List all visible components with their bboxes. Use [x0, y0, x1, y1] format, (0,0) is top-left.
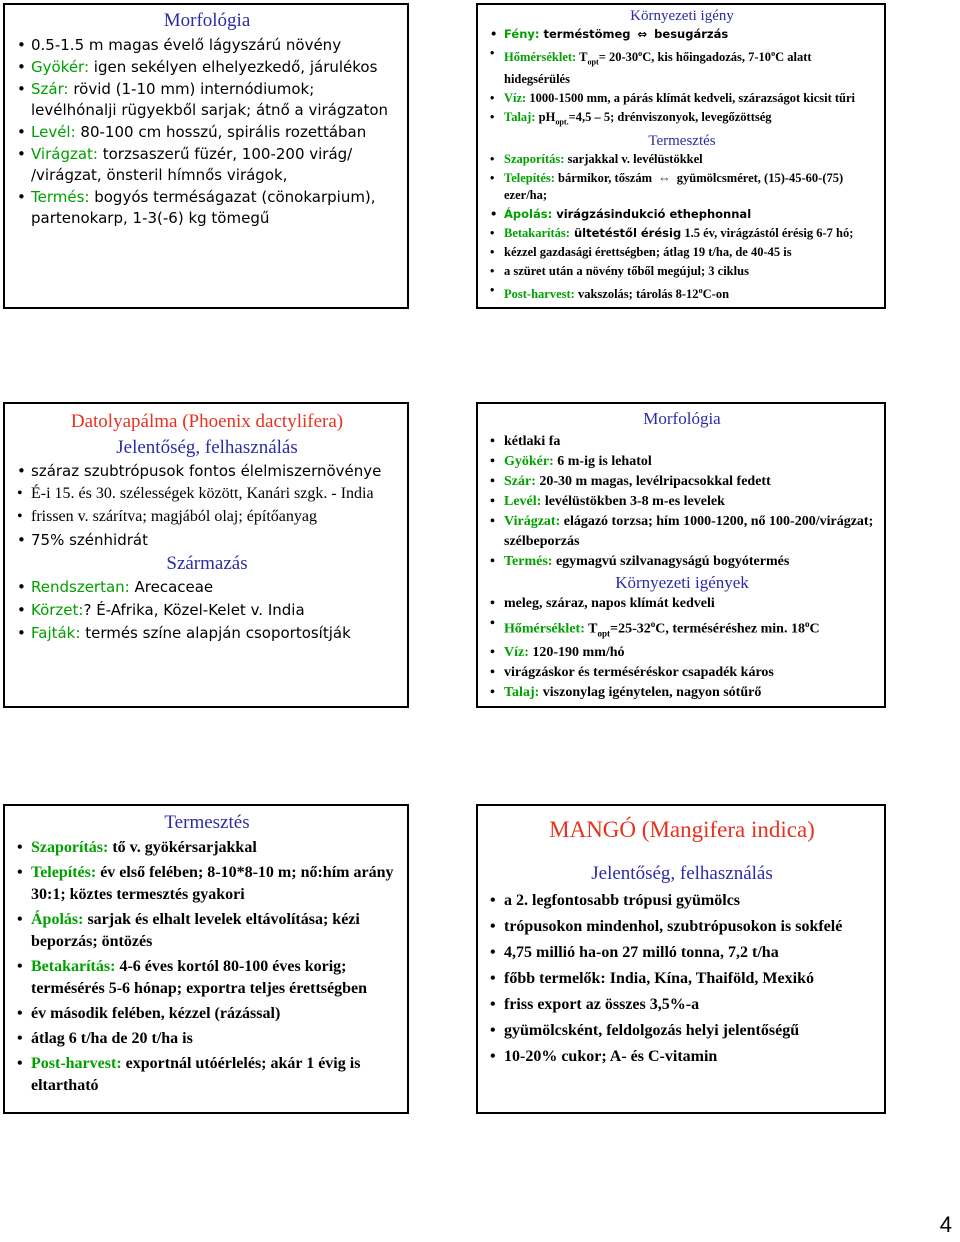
slide-title: Morfológia	[163, 10, 251, 31]
item-text: 75% szénhidrát	[31, 531, 148, 549]
list-item	[490, 916, 874, 938]
list-item	[490, 263, 874, 280]
list-item	[490, 45, 874, 88]
bullet-list	[490, 432, 874, 572]
item-label: Levél:	[504, 494, 542, 509]
section-title: Termesztés	[648, 133, 716, 150]
item-text: 80-100 cm hosszú, spirális rozettában	[75, 123, 367, 141]
item-label: Víz:	[504, 90, 527, 105]
item-text: kézzel gazdasági érettségben; átlag 19 t/ha, de 40-45 is	[504, 245, 792, 260]
item-text: ? É-Afrika, Közel-Kelet v. India	[83, 601, 305, 619]
item-label: Körzet:	[31, 601, 84, 619]
list-item	[17, 35, 397, 56]
list-item	[17, 599, 397, 621]
list-item	[490, 663, 874, 683]
item-label: Hőmérséklet:	[504, 621, 585, 637]
list-item	[490, 452, 874, 472]
item-text: friss export az összes 3,5%-a	[504, 996, 700, 1013]
item-label: Szaporítás:	[31, 839, 109, 856]
item-text: levélüstökben 3-8 m-es levelek	[541, 494, 725, 509]
list-item	[490, 492, 874, 512]
list-item	[17, 483, 397, 505]
list-item	[490, 151, 874, 168]
item-label: Gyökér:	[31, 58, 90, 76]
item-text: torzsaszerű füzér, 100-200 virág/ /virágzat, önsteril hímnős virágok,	[31, 145, 353, 184]
item-text: terméstömeg	[539, 27, 631, 41]
section-title: Környezeti igények	[615, 573, 749, 592]
bullet-list	[17, 35, 397, 229]
item-text: bármikor, tőszám	[554, 171, 653, 186]
item-text: virágzáskor és terméséréskor csapadék káros	[504, 665, 774, 681]
item-text: gyümölcsként, feldolgozás helyi jelentőségű	[504, 1022, 800, 1039]
subscript: opt.	[555, 117, 569, 127]
item-text: frissen v. szárítva; magjából olaj; építőanyag	[31, 508, 317, 525]
bullet-list	[490, 890, 874, 1068]
section-title: Jelentőség, felhasználás	[591, 863, 773, 884]
item-text: 10-20% cukor; A- és C-vitamin	[504, 1048, 718, 1065]
item-label: Telepítés:	[31, 864, 97, 881]
section-title: Jelentőség, felhasználás	[116, 437, 298, 458]
item-text: exportnál utóérlelés; akár 1 évig is eltartható	[31, 1055, 361, 1094]
item-text: 1000-1500 mm, a párás klímát kedveli, szárazságot kicsit tűri	[526, 90, 856, 105]
list-item	[17, 506, 397, 528]
item-text: egymagvú szilvanagyságú bogyótermés	[552, 554, 790, 569]
item-text: É-i 15. és 30. szélességek között, Kanári szgk. - India	[31, 485, 374, 502]
slide-title: MANGÓ (Mangifera indica)	[549, 817, 815, 842]
item-text: év első felében; 8-10*8-10 m; nő:hím arány 30:1; köztes termesztés gyakori	[31, 864, 394, 903]
slide-title: Datolyapálma (Phoenix dactylifera)	[70, 411, 344, 432]
item-text: virágzásindukció ethephonnal	[552, 207, 752, 222]
item-text: Arecaceae	[129, 578, 214, 596]
list-item	[490, 206, 874, 223]
item-label: Ápolás:	[31, 911, 84, 928]
bullet-list	[490, 26, 874, 130]
page-number: 4	[939, 1212, 952, 1237]
slide-mango	[476, 804, 886, 1114]
item-label: Levél:	[31, 123, 76, 141]
item-text: átlag 6 t/ha de 20 t/ha is	[31, 1030, 193, 1047]
slide-title: Morfológia	[643, 409, 721, 428]
list-item	[17, 862, 397, 906]
item-text: gyümölcsméret, (15)-45-60-(75) ezer/ha;	[504, 171, 844, 203]
list-item	[490, 614, 874, 643]
item-text: 4-6 éves kortól 80-100 éves korig; termésérés 5-6 hónap; exportra teljes érettségben	[31, 958, 368, 997]
item-text: meleg, száraz, napos klímát kedveli	[504, 596, 715, 611]
item-label: Betakarítás:	[31, 958, 116, 975]
list-item	[490, 512, 874, 552]
list-item	[490, 432, 874, 452]
bullet-list	[17, 576, 397, 644]
bullet-list	[490, 594, 874, 703]
item-text: C, terméséréshez min. 18	[655, 621, 805, 637]
item-text: rövid (1-10 mm) internódiumok; levélhónalji rügyekből sarjak; átnő a virágzaton	[31, 80, 389, 119]
item-text: tő v. gyökérsarjakkal	[108, 839, 257, 856]
slide-title: Termesztés	[164, 812, 250, 833]
bullet-list	[17, 460, 397, 551]
list-item	[17, 79, 397, 121]
item-text: =25-32	[610, 621, 651, 637]
item-text: sarjakkal v. levélüstökkel	[564, 152, 703, 167]
list-item	[17, 57, 397, 78]
superscript: o	[804, 619, 810, 629]
list-item	[490, 282, 874, 303]
slide-datolyapalma	[3, 402, 409, 708]
list-item	[490, 683, 874, 703]
item-label: Szaporítás:	[504, 152, 565, 167]
item-label: Talaj:	[504, 685, 540, 701]
list-item	[490, 552, 874, 572]
item-text: trópusokon mindenhol, szubtrópusokon is sokfelé	[504, 918, 843, 935]
item-text: C-on	[702, 287, 730, 302]
superscript: o	[638, 49, 643, 58]
item-text: bogyós terméságazat (cönokarpium), partenokarp, 1-3(-6) kg tömegű	[31, 188, 376, 227]
list-item	[490, 109, 874, 131]
superscript: o	[650, 619, 656, 629]
item-text: T	[576, 50, 588, 65]
section-title: Származás	[166, 553, 248, 574]
item-label: Gyökér:	[504, 454, 554, 469]
list-item	[490, 170, 874, 204]
item-label: Rendszertan:	[31, 578, 130, 596]
list-item	[17, 576, 397, 598]
item-label: Betakarítás:	[504, 226, 570, 241]
item-text: C, kis hőingadozás, 7-10	[642, 50, 772, 65]
item-text: a 2. legfontosabb trópusi gyümölcs	[504, 892, 741, 909]
slide-termesztes	[3, 804, 409, 1114]
item-label: Termés:	[504, 554, 553, 569]
double-arrow-icon: ⇔	[637, 27, 648, 41]
list-item	[490, 90, 874, 107]
list-item	[490, 26, 874, 43]
double-arrow-icon: ⇔	[658, 171, 671, 186]
list-item	[17, 460, 397, 482]
bullet-list	[490, 151, 874, 303]
item-label: Virágzat:	[31, 145, 98, 163]
list-item	[490, 225, 874, 242]
list-item	[17, 187, 397, 229]
item-label: Hőmérséklet:	[504, 50, 577, 65]
list-item	[490, 643, 874, 663]
item-label: Post-harvest:	[31, 1055, 122, 1072]
item-text: C	[809, 621, 820, 637]
superscript: o	[771, 49, 776, 58]
item-label: Telepítés:	[504, 171, 555, 186]
item-text: 20-30 m magas, levélripacsokkal fedett	[535, 474, 771, 489]
list-item	[490, 994, 874, 1016]
item-text: igen sekélyen elhelyezkedő, járulékos	[89, 58, 378, 76]
item-label: Víz:	[504, 645, 529, 661]
slide-kornyezeti-igeny	[476, 3, 886, 309]
list-item	[17, 1028, 397, 1050]
list-item	[17, 837, 397, 859]
item-text: száraz szubtrópusok fontos élelmiszernövénye	[31, 462, 382, 480]
item-text: 4,75 millió ha-on 27 milló tonna, 7,2 t/ha	[504, 944, 779, 961]
list-item	[17, 956, 397, 1000]
list-item	[17, 1003, 397, 1025]
item-text: elágazó torzsa; hím 1000-1200, nő 100-200/virágzat; szélbeporzás	[504, 514, 874, 549]
item-label: Ápolás:	[504, 207, 553, 222]
list-item	[17, 529, 397, 551]
list-item	[17, 122, 397, 143]
item-label: Post-harvest:	[504, 287, 575, 302]
list-item	[490, 244, 874, 261]
list-item	[490, 968, 874, 990]
item-text: 1.5 év, virágzástól érésig 6-7 hó;	[681, 226, 854, 241]
bullet-list	[17, 837, 397, 1097]
item-text: főbb termelők: India, Kína, Thaiföld, Mexikó	[504, 970, 814, 987]
item-text: a szüret után a növény tőből megújul; 3 ciklus	[504, 264, 749, 279]
slide-morfologia-1	[3, 3, 409, 309]
item-label: Szár:	[31, 80, 69, 98]
item-text: pH	[535, 109, 556, 124]
list-item	[17, 144, 397, 186]
item-text: 6 m-ig is lehatol	[553, 454, 652, 469]
subscript: opt	[597, 628, 611, 639]
item-text: =4,5 – 5; drénviszonyok, levegőzöttség	[568, 109, 772, 124]
list-item	[490, 1020, 874, 1042]
item-label: Virágzat:	[504, 514, 561, 529]
item-text: ültetéstől érésig	[569, 226, 682, 241]
item-text: kétlaki fa	[504, 434, 561, 449]
list-item	[490, 594, 874, 614]
item-text: besugárzás	[650, 27, 729, 41]
item-text: 0.5-1.5 m magas évelő lágyszárú növény	[31, 36, 342, 54]
list-item	[490, 1046, 874, 1068]
item-text: 120-190 mm/hó	[528, 645, 625, 661]
slide-morfologia-2	[476, 402, 886, 708]
superscript: o	[698, 286, 703, 296]
subscript: opt	[587, 57, 599, 67]
list-item	[490, 942, 874, 964]
item-text: = 20-30	[598, 50, 639, 65]
item-text: sarjak és elhalt levelek eltávolítása; kézi beporzás; öntözés	[31, 911, 360, 950]
item-text: vakszolás; tárolás 8-12	[574, 287, 699, 302]
item-text: termés színe alapján csoportosítják	[80, 624, 351, 642]
list-item	[490, 472, 874, 492]
item-text: C alatt hidegsérülés	[504, 50, 812, 86]
item-label: Szár:	[504, 474, 536, 489]
list-item	[17, 1053, 397, 1097]
item-label: Fajták:	[31, 624, 81, 642]
list-item	[17, 909, 397, 953]
list-item	[17, 622, 397, 644]
item-text: viszonylag igénytelen, nagyon sótűrő	[539, 685, 762, 701]
list-item	[490, 890, 874, 912]
item-label: Talaj:	[504, 109, 536, 124]
item-text: T	[584, 621, 598, 637]
slide-title: Környezeti igény	[630, 8, 734, 24]
item-text: év második felében, kézzel (rázással)	[31, 1005, 281, 1022]
item-label: Fény:	[504, 27, 540, 41]
item-label: Termés:	[31, 188, 90, 206]
